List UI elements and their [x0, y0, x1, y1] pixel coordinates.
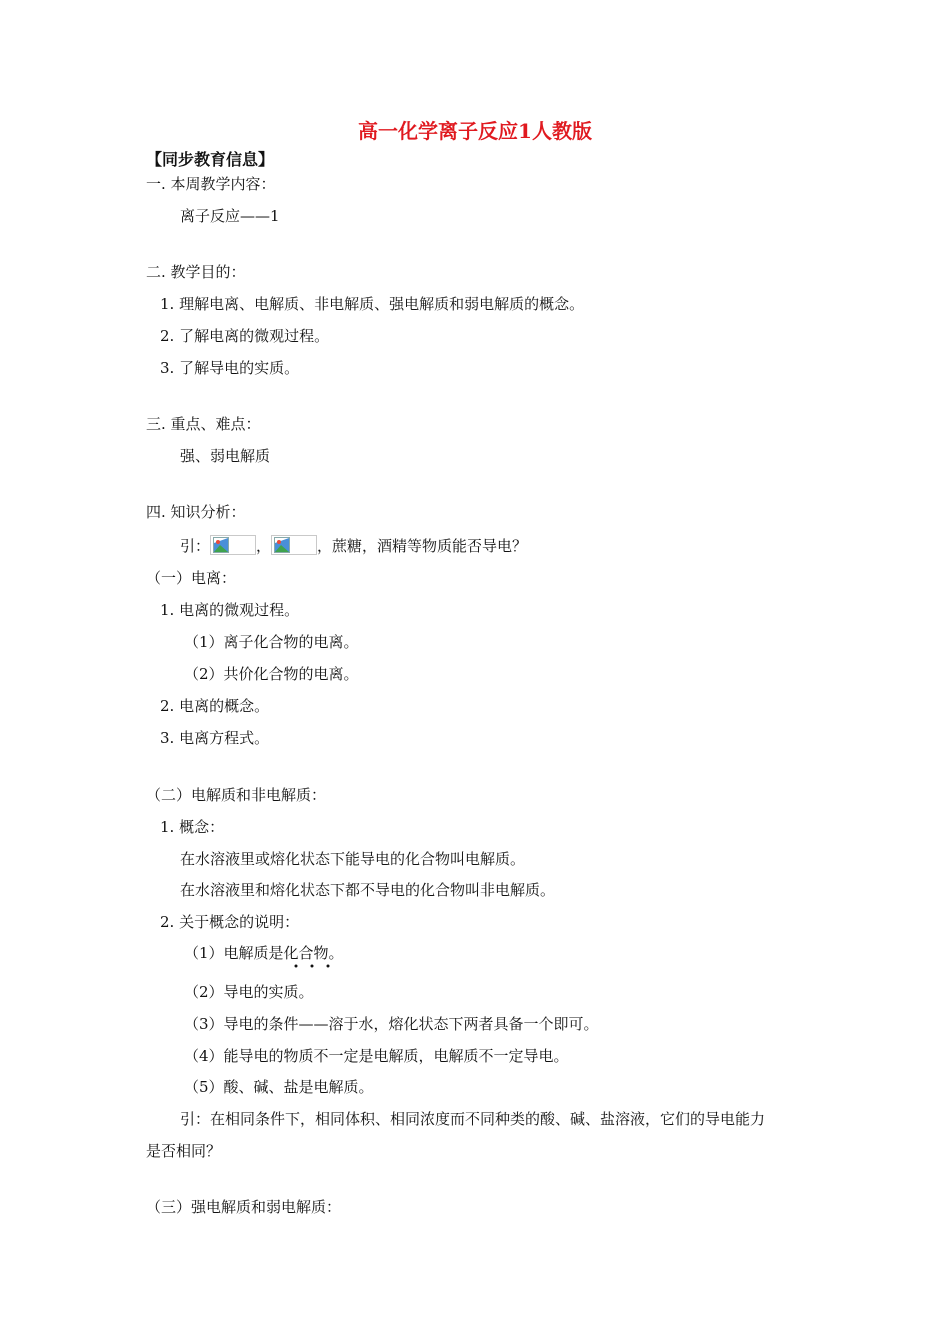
goal-item: 1. 理解电离、电解质、非电解质、强电解质和弱电解质的概念。: [160, 295, 585, 313]
ionization-item: 3. 电离方程式。: [160, 729, 270, 747]
definition-electrolyte: 在水溶液里或熔化状态下能导电的化合物叫电解质。: [180, 850, 526, 868]
broken-image-icon: [210, 535, 256, 555]
ionization-item: 2. 电离的概念。: [160, 697, 270, 715]
note-item: （3）导电的条件——溶于水，熔化状态下两者具备一个即可。: [184, 1015, 599, 1033]
subheading-strong-weak: （三）强电解质和弱电解质：: [146, 1198, 342, 1216]
emphasis-dots: [290, 963, 340, 969]
heading-teaching-goals: 二. 教学目的：: [146, 263, 246, 281]
question-line-2: 是否相同？: [146, 1142, 222, 1160]
goal-item: 3. 了解导电的实质。: [160, 359, 300, 377]
subheading-ionization: （一）电离：: [146, 569, 237, 587]
heading-knowledge-analysis: 四. 知识分析：: [146, 503, 246, 521]
ionization-subitem: （1）离子化合物的电离。: [184, 633, 359, 651]
key-points-text: 强、弱电解质: [180, 447, 271, 465]
note-item: （4）能导电的物质不一定是电解质，电解质不一定导电。: [184, 1047, 569, 1065]
section-header: 【同步教育信息】: [146, 150, 275, 169]
subheading-electrolytes: （二）电解质和非电解质：: [146, 786, 327, 804]
ionization-subitem: （2）共价化合物的电离。: [184, 665, 359, 683]
document-title: 高一化学离子反应1人教版: [358, 119, 592, 143]
broken-image-icon: [271, 535, 317, 555]
goal-item: 2. 了解电离的微观过程。: [160, 327, 330, 345]
note-item: （1）电解质是化合物。: [184, 944, 344, 962]
intro-question: [180, 535, 527, 556]
note-item: （2）导电的实质。: [184, 983, 314, 1001]
heading-weekly-content: 一. 本周教学内容：: [146, 175, 276, 193]
ionization-item: 1. 电离的微观过程。: [160, 601, 300, 619]
intro-suffix: ，蔗糖，酒精等物质能否导电？: [317, 537, 528, 555]
topic-text: 离子反应——1: [180, 207, 280, 225]
heading-key-points: 三. 重点、难点：: [146, 415, 261, 433]
question-line-1: 引：在相同条件下，相同体积、相同浓度而不同种类的酸、碱、盐溶液，它们的导电能力: [180, 1110, 766, 1128]
intro-prefix: 引：: [180, 537, 211, 555]
definition-non-electrolyte: 在水溶液里和熔化状态下都不导电的化合物叫非电解质。: [180, 881, 556, 899]
electrolyte-item: 2. 关于概念的说明：: [160, 913, 300, 931]
intro-separator: ，: [256, 537, 272, 555]
electrolyte-item: 1. 概念：: [160, 818, 225, 836]
note-item: （5）酸、碱、盐是电解质。: [184, 1078, 374, 1096]
